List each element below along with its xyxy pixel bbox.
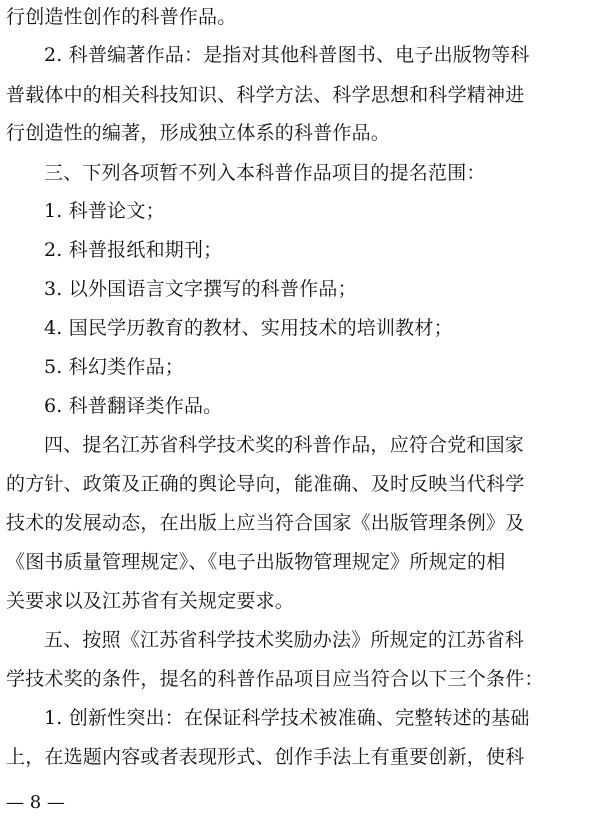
text-line-3: 普载体中的相关科技知识、科学方法、科学思想和科学精神进 [6, 84, 525, 106]
text-line-2: 2. 科普编著作品：是指对其他科普图书、电子出版物等科 [44, 44, 530, 66]
text-line-19: 1. 创新性突出：在保证科学技术被准确、完整转述的基础 [44, 707, 530, 729]
text-line-16: 关要求以及江苏省有关规定要求。 [6, 590, 295, 612]
text-line-11: 6. 科普翻译类作品。 [44, 395, 223, 417]
text-line-17: 五、按照《江苏省科学技术奖励办法》所规定的江苏省科 [44, 629, 525, 651]
text-line-14: 技术的发展动态，在出版上应当符合国家《出版管理条例》及 [6, 512, 525, 534]
text-line-9: 4. 国民学历教育的教材、实用技术的培训教材； [44, 317, 453, 339]
text-line-6: 1. 科普论文； [44, 200, 165, 222]
text-line-15: 《图书质量管理规定》、《电子出版物管理规定》所规定的相 [6, 551, 506, 573]
text-line-5: 三、下列各项暂不列入本科普作品项目的提名范围： [44, 162, 486, 184]
text-line-20: 上，在选题内容或者表现形式、创作手法上有重要创新，使科 [6, 746, 525, 768]
page-number: — 8 — [6, 792, 65, 813]
text-line-4: 行创造性的编著，形成独立体系的科普作品。 [6, 122, 391, 144]
text-line-7: 2. 科普报纸和期刊； [44, 239, 223, 261]
text-line-1: 行创造性创作的科普作品。 [6, 6, 237, 28]
text-line-12: 四、提名江苏省科学技术奖的科普作品，应符合党和国家 [44, 434, 525, 456]
text-line-13: 的方针、政策及正确的舆论导向，能准确、及时反映当代科学 [6, 473, 525, 495]
text-line-18: 学技术奖的条件，提名的科普作品项目应当符合以下三个条件： [6, 668, 544, 690]
text-line-8: 3. 以外国语言文字撰写的科普作品； [44, 278, 357, 300]
text-line-10: 5. 科幻类作品； [44, 356, 184, 378]
